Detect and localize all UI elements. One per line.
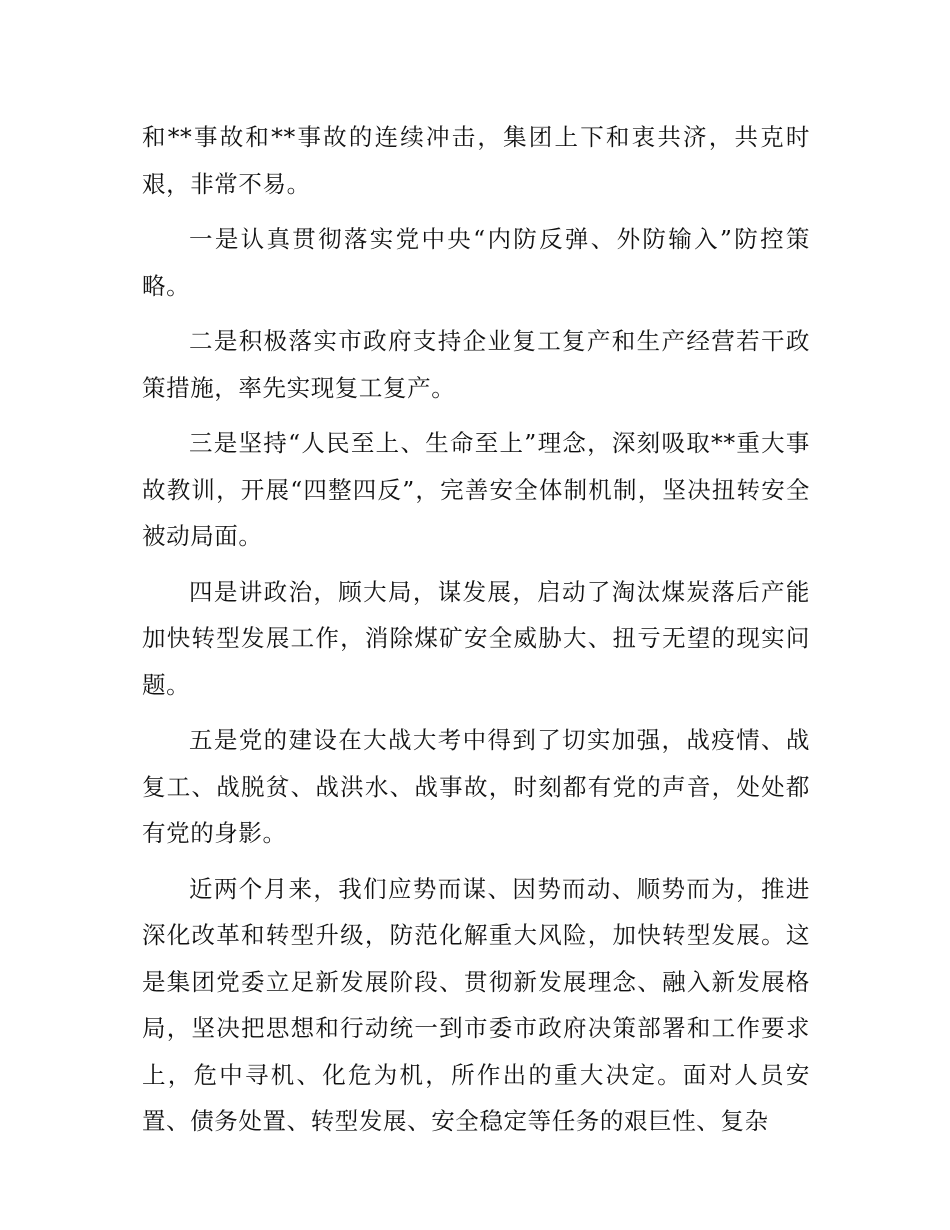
paragraph-point-three: 三是坚持“人民至上、生命至上”理念，深刻吸取**重大事故教训，开展“四整四反”，完善安全体制机制，坚决扭转安全被动局面。	[142, 429, 810, 550]
paragraph-continuation: 和**事故和**事故的连续冲击，集团上下和衷共济，共克时艰，非常不易。	[142, 123, 810, 198]
paragraph-point-five: 五是党的建设在大战大考中得到了切实加强，战疫情、战复工、战脱贫、战洪水、战事故，时刻都有党的声音，处处都有党的身影。	[142, 726, 810, 847]
document-body	[142, 114, 810, 1154]
paragraph-recent-months: 近两个月来，我们应势而谋、因势而动、顺势而为，推进深化改革和转型升级，防范化解重大风险，加快转型发展。这是集团党委立足新发展阶段、贯彻新发展理念、融入新发展格局，坚决把思想和行动统一到市委市政府决策部署和工作要求上，危中寻机、化危为机，所作出的重大决定。面对人员安置、债务处置、转型发展、安全稳定等任务的艰巨性、复杂	[142, 874, 810, 1135]
paragraph-point-four: 四是讲政治，顾大局，谋发展，启动了淘汰煤炭落后产能加快转型发展工作，消除煤矿安全威胁大、扭亏无望的现实问题。	[142, 577, 810, 699]
paragraph-point-one: 一是认真贯彻落实党中央“内防反弹、外防输入”防控策略。	[142, 225, 810, 300]
paragraph-point-two: 二是积极落实市政府支持企业复工复产和生产经营若干政策措施，率先实现复工复产。	[142, 327, 810, 402]
